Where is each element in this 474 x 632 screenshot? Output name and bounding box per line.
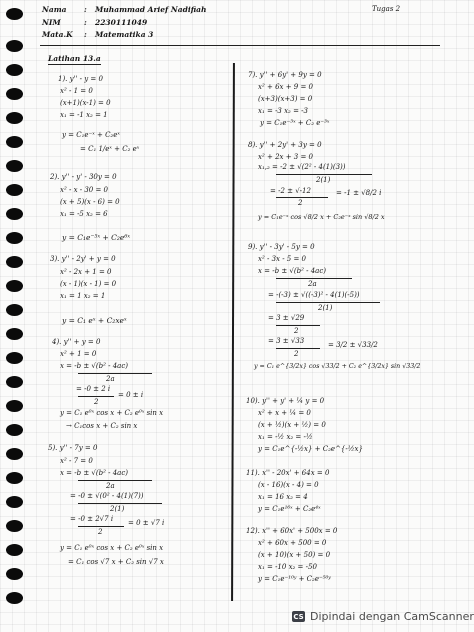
- equation-line: 3). y'' - 2y' + y = 0: [50, 255, 116, 263]
- equation-line: (x+1)(x-1) = 0: [60, 99, 111, 107]
- binder-hole: [6, 160, 23, 172]
- equation-line: x = -b ± √(b² - 4ac): [60, 469, 128, 477]
- page-title: Latihan 13.a: [48, 54, 101, 63]
- equation-line: (x - 1)(x - 1) = 0: [60, 280, 117, 288]
- equation-line: (x + 5)(x - 6) = 0: [60, 198, 120, 206]
- equation-line: x₁ = -10 x₂ = -50: [258, 563, 317, 571]
- nama-value: Muhammad Arief Nadifiah: [95, 5, 207, 14]
- equation-line: y = C₁e⁻¹⁰ʸ + C₂e⁻⁵⁰ʸ: [258, 575, 331, 583]
- binder-hole: [6, 280, 23, 292]
- equation-line: x = -b ± √(b² - 4ac): [258, 267, 326, 275]
- binder-hole: [6, 304, 23, 316]
- equation-line: x₁ = 16 x₂ = 4: [258, 493, 308, 501]
- equation-line: 2: [298, 199, 303, 207]
- binder-holes: [6, 0, 34, 632]
- matkul-separator: :: [84, 30, 87, 39]
- binder-hole: [6, 8, 23, 20]
- fraction-bar: [276, 302, 380, 303]
- equation-line: x² + 6x + 9 = 0: [258, 83, 314, 91]
- binder-hole: [6, 376, 23, 388]
- fraction-bar: [78, 503, 162, 504]
- equation-line: 11). x'' - 20x' + 64x = 0: [246, 469, 330, 477]
- equation-line: 12). x'' + 60x' + 500x = 0: [246, 527, 338, 535]
- equation-line: = 3/2 ± √33/2: [328, 341, 378, 349]
- binder-hole: [6, 520, 23, 532]
- equation-line: y = C₁e¹⁶ˣ + C₂e⁴ˣ: [258, 505, 321, 513]
- nim-separator: :: [84, 18, 87, 27]
- binder-hole: [6, 352, 23, 364]
- equation-line: y = C₁ e⁰ˣ cos x + C₂ e⁰ˣ sin x: [60, 544, 164, 552]
- camscanner-text: Dipindai dengan CamScanner: [310, 610, 474, 623]
- fraction-bar: [276, 348, 320, 349]
- fraction-bar: [276, 197, 328, 198]
- fraction-bar: [276, 325, 320, 326]
- equation-line: 2: [94, 398, 99, 406]
- equation-line: (x + 10)(x + 50) = 0: [258, 551, 331, 559]
- binder-hole: [6, 40, 23, 52]
- fraction-bar: [78, 373, 152, 374]
- equation-line: = -2 ± √-12: [270, 187, 311, 195]
- header-divider: [40, 45, 440, 46]
- equation-line: x² + x + ¼ = 0: [258, 409, 311, 417]
- binder-hole: [6, 328, 23, 340]
- equation-line: 5). y'' - 7y = 0: [48, 444, 98, 452]
- camscanner-watermark: [292, 610, 474, 623]
- equation-line: x² - 2x + 1 = 0: [60, 268, 112, 276]
- equation-line: 2a: [308, 280, 317, 288]
- fraction-bar: [276, 278, 352, 279]
- column-divider: [231, 63, 235, 601]
- equation-line: y = C₁ e^{3/2x} cos √33/2 + C₂ e^{3/2x} sin √33/2: [254, 363, 421, 370]
- equation-line: = 0 ± i: [118, 391, 144, 399]
- binder-hole: [6, 448, 23, 460]
- equation-line: = -1 ± √8/2 i: [336, 189, 382, 197]
- equation-line: → C₁cos x + C₂ sin x: [66, 422, 138, 430]
- equation-line: x₁ = 1 x₂ = 1: [60, 292, 106, 300]
- equation-line: 2). y'' - y' - 30y = 0: [50, 173, 117, 181]
- equation-line: y = C₁e⁻ˣ + C₂eˣ: [62, 131, 120, 139]
- equation-line: 2: [98, 528, 103, 536]
- binder-hole: [6, 472, 23, 484]
- binder-hole: [6, 184, 23, 196]
- equation-line: 2: [294, 327, 299, 335]
- equation-line: 2: [294, 350, 299, 358]
- equation-line: = -(-3) ± √((-3)² - 4(1)(-5)): [268, 291, 360, 299]
- equation-line: 4). y'' + y = 0: [52, 338, 101, 346]
- equation-line: x² - 3x - 5 = 0: [258, 255, 307, 263]
- equation-line: y = C₁ e⁰ˣ cos x + C₂ e⁰ˣ sin x: [60, 409, 164, 417]
- equation-line: = 0 ± √7 i: [128, 519, 165, 527]
- binder-hole: [6, 496, 23, 508]
- fraction-bar: [78, 526, 124, 527]
- matkul-value: Matematika 3: [95, 30, 154, 39]
- nim-label: NIM: [42, 18, 61, 27]
- equation-line: = C₁ cos √7 x + C₂ sin √7 x: [68, 558, 164, 566]
- nim-value: 2230111049: [95, 18, 148, 27]
- equation-line: 9). y'' - 3y' - 5y = 0: [248, 243, 315, 251]
- equation-line: x₁ = -1 x₂ = 1: [60, 111, 108, 119]
- equation-line: 1). y'' - y = 0: [58, 75, 103, 83]
- fraction-bar: [276, 174, 372, 175]
- equation-line: (x - 16)(x - 4) = 0: [258, 481, 319, 489]
- equation-line: x² - 7 = 0: [60, 457, 93, 465]
- equation-line: 2(1): [316, 176, 331, 184]
- fraction-bar: [78, 396, 114, 397]
- binder-hole: [6, 136, 23, 148]
- equation-line: y = C₁e^{-½x} + C₂e^{-½x}: [258, 445, 363, 453]
- equation-line: = -0 ± 2√7 i: [70, 515, 114, 523]
- equation-line: 7). y'' + 6y' + 9y = 0: [248, 71, 322, 79]
- equation-line: = -0 ± √(0² - 4(1)(7)): [70, 492, 144, 500]
- binder-hole: [6, 64, 23, 76]
- equation-line: = 3 ± √29: [268, 314, 305, 322]
- equation-line: x = -b ± √(b² - 4ac): [60, 362, 128, 370]
- binder-hole: [6, 544, 23, 556]
- equation-line: 2a: [106, 482, 115, 490]
- equation-line: 10). y'' + y' + ¼ y = 0: [246, 397, 325, 405]
- binder-hole: [6, 232, 23, 244]
- equation-line: 2a: [106, 375, 115, 383]
- nama-label: Nama: [42, 5, 67, 14]
- equation-line: x₁ = -3 x₂ = -3: [258, 107, 309, 115]
- equation-line: (x + ½)(x + ½) = 0: [258, 421, 326, 429]
- equation-line: 2(1): [110, 505, 125, 513]
- binder-hole: [6, 424, 23, 436]
- equation-line: x² + 60x + 500 = 0: [258, 539, 327, 547]
- equation-line: y = C₁ eˣ + C₂xeˣ: [62, 316, 127, 325]
- binder-hole: [6, 112, 23, 124]
- binder-hole: [6, 400, 23, 412]
- equation-line: (x+3)(x+3) = 0: [258, 95, 313, 103]
- fraction-bar: [78, 480, 152, 481]
- camscanner-icon: CS: [293, 612, 304, 621]
- equation-line: x² - 1 = 0: [60, 87, 93, 95]
- equation-line: y = C₁e⁻ˣ cos √8/2 x + C₂e⁻ˣ sin √8/2 x: [258, 213, 385, 221]
- equation-line: x² + 2x + 3 = 0: [258, 153, 314, 161]
- equation-line: x² - x - 30 = 0: [60, 186, 109, 194]
- equation-line: = 3 ± √33: [268, 337, 305, 345]
- equation-line: y = C₁e⁻⁵ˣ + C₂e⁶ˣ: [62, 233, 131, 242]
- equation-line: 2(1): [318, 304, 333, 312]
- binder-hole: [6, 208, 23, 220]
- equation-line: x₁ = -5 x₂ = 6: [60, 210, 108, 218]
- nama-separator: :: [84, 5, 87, 14]
- binder-hole: [6, 88, 23, 100]
- matkul-label: Mata.K: [42, 30, 73, 39]
- binder-hole: [6, 256, 23, 268]
- equation-line: x² + 1 = 0: [60, 350, 97, 358]
- equation-line: x₁ = -½ x₂ = -½: [258, 433, 313, 441]
- equation-line: x₁,₂ = -2 ± √(2² - 4(1)(3)): [258, 163, 346, 171]
- equation-line: = -0 ± 2 i: [76, 385, 111, 393]
- equation-line: y = C₁e⁻³ˣ + C₂ e⁻³ˣ: [260, 119, 330, 127]
- task-label: Tugas 2: [372, 5, 401, 13]
- binder-hole: [6, 568, 23, 580]
- binder-hole: [6, 592, 23, 604]
- equation-line: 8). y'' + 2y' + 3y = 0: [248, 141, 322, 149]
- equation-line: = C₁ 1/eˣ + C₂ eˣ: [80, 145, 140, 153]
